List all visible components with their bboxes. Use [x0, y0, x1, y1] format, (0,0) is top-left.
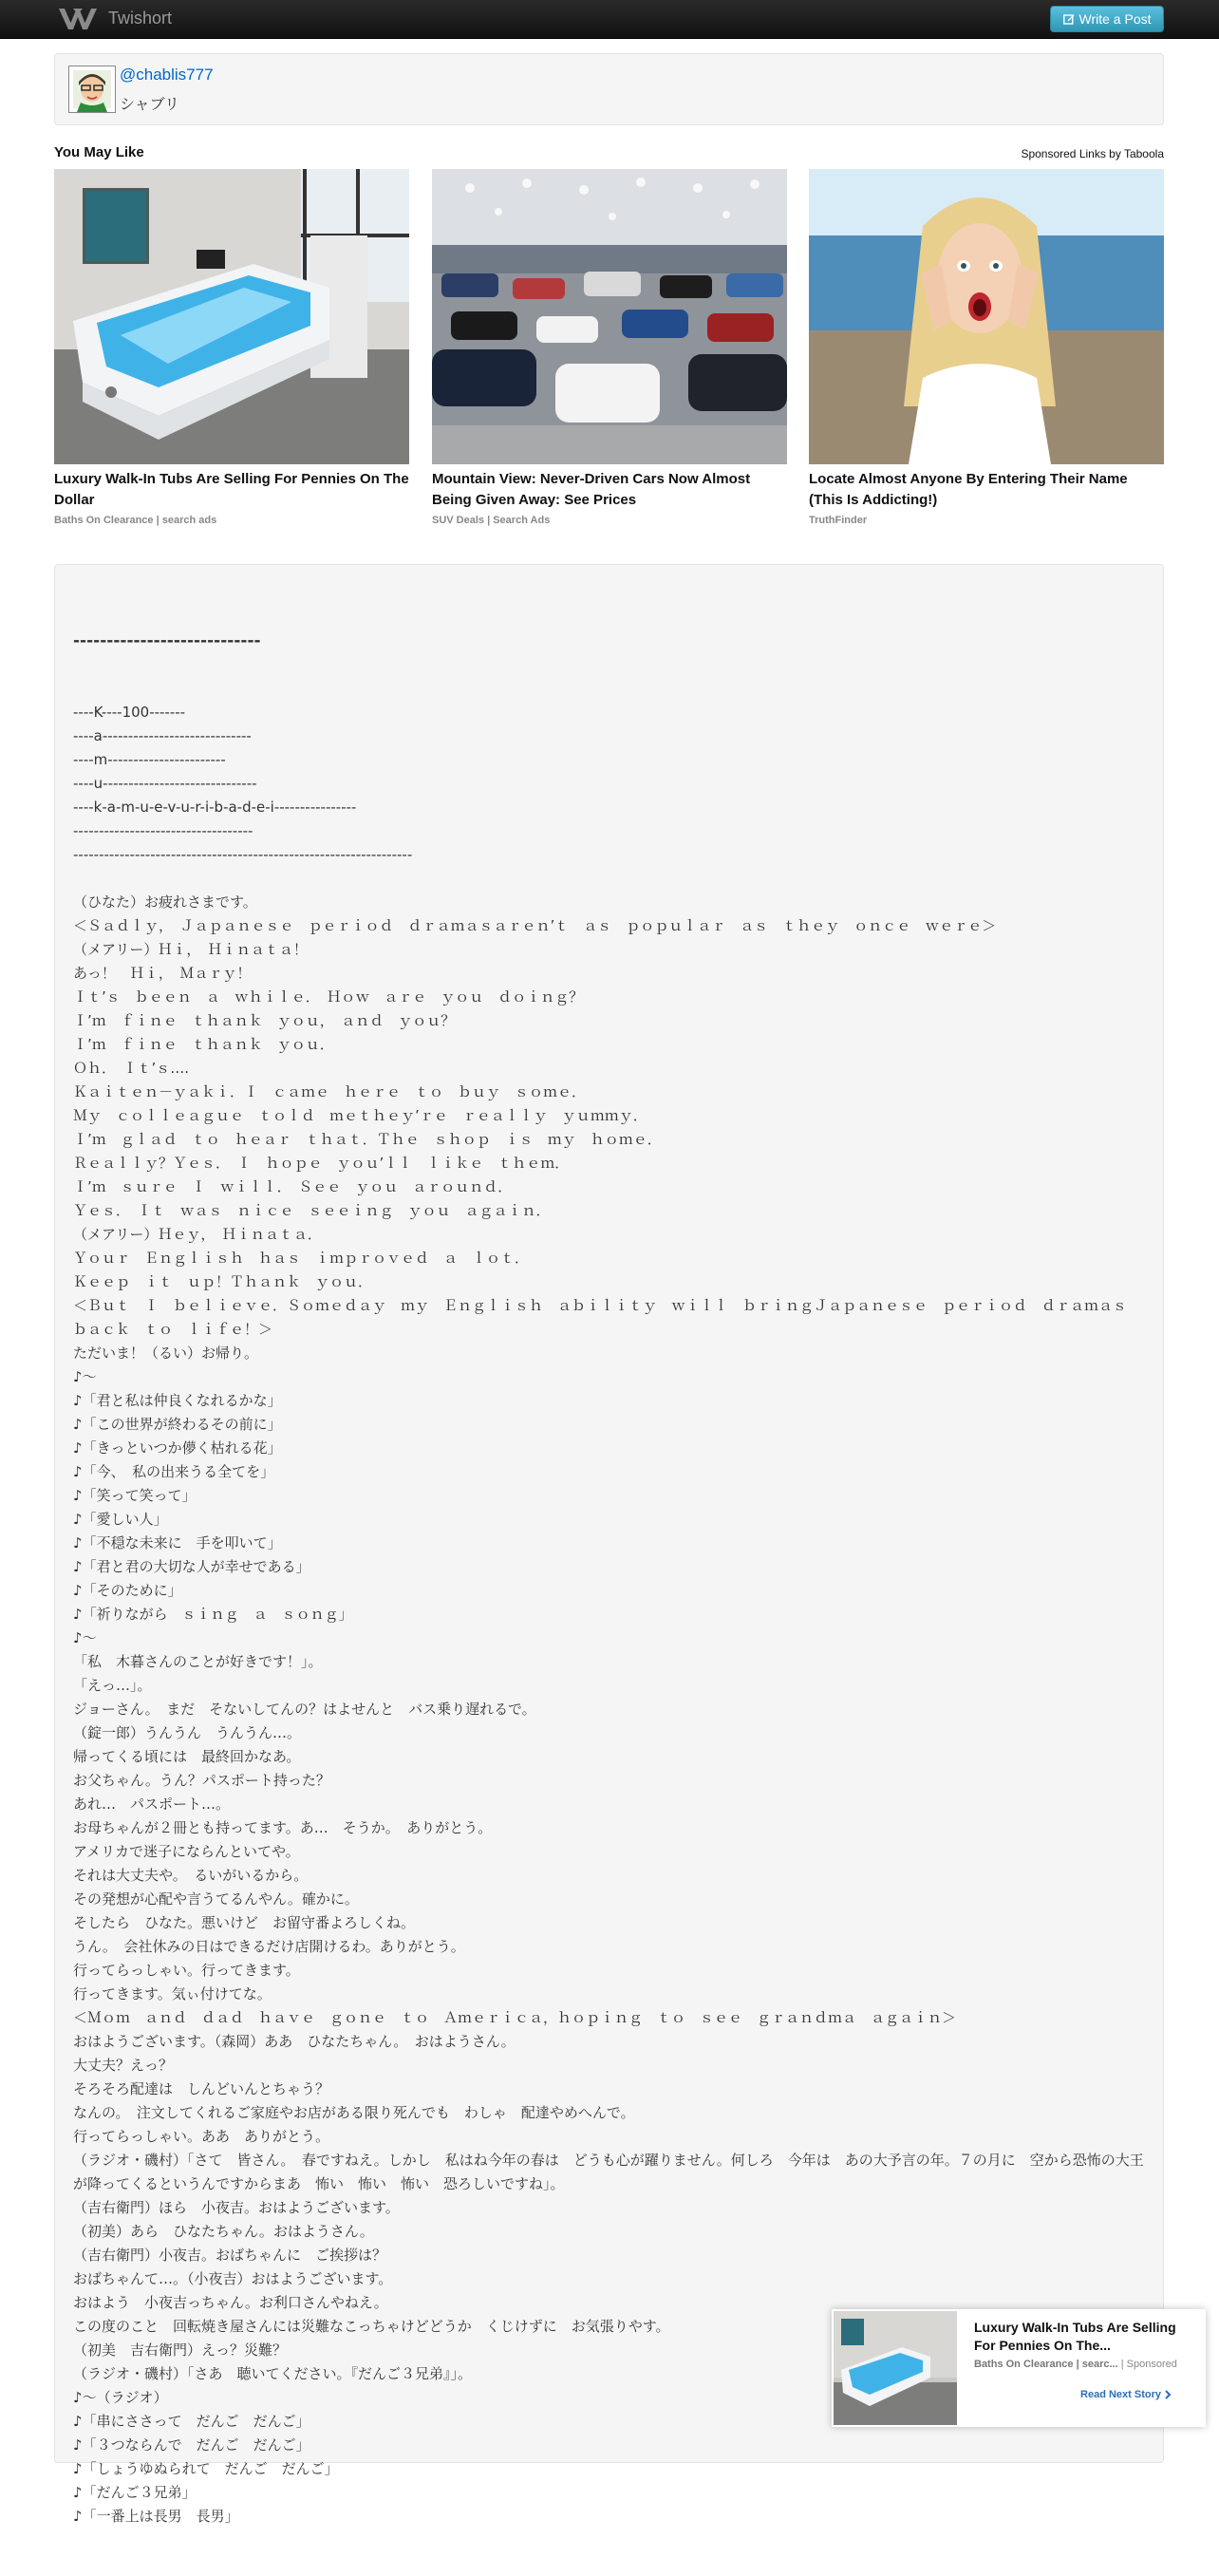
chevron-right-icon — [1165, 2390, 1172, 2399]
car-show-image[interactable] — [432, 169, 787, 464]
post-line: （初美 吉右衛門）えっ？災難？ — [73, 2341, 288, 2359]
post-line: アメリカで迷子にならんといてや。 — [73, 1843, 300, 1860]
post-line: そろそろ配達は しんどいんとちゃう？ — [73, 2080, 330, 2097]
post-line: （錠一郎）うんうん うんうん…。 — [73, 1724, 302, 1741]
post-line: ----k-a-m-u-e-v-u-r-i-b-a-d-e-i---------------- — [73, 799, 357, 816]
post-line: Ｉ’ｍ ｆｉｎｅ ｔｈａｎｋ ｙｏｕ， ａｎｄ ｙｏｕ？ — [73, 1012, 456, 1029]
post-line: Ｉ’ｍ ｆｉｎｅ ｔｈａｎｋ ｙｏｕ． — [73, 1036, 334, 1053]
post-line: ♪～ — [73, 1368, 97, 1385]
post-line: Ｙｏｕｒ Ｅｎｇｌｉｓｈ ｈａｓ ｉｍｐｒｏｖｅｄ ａ ｌｏｔ． — [73, 1250, 530, 1267]
post-line: Ｍｙ ｃｏｌｌｅａｇｕｅ ｔｏｌｄ ｍｅｔｈｅｙ’ｒｅ ｒｅａｌｌｙ ｙｕｍｍｙ． — [73, 1107, 647, 1124]
post-line: 「えっ…」。 — [73, 1677, 152, 1694]
post-line: ♪「今、 私の出来うる全てを」 — [73, 1463, 275, 1480]
post-line: ♪～ — [73, 1629, 97, 1646]
card-headline[interactable]: Locate Almost Anyone By Entering Their Name (This Is Addicting!) — [809, 471, 1128, 508]
post-heading: ---------------------------- — [73, 631, 261, 650]
write-post-button[interactable] — [1050, 6, 1164, 32]
read-next-story-label: Read Next Story — [1080, 2389, 1161, 2400]
post-line: ＜Ｓａｄｌｙ， Ｊａｐａｎｅｓｅ ｐｅｒｉｏｄ ｄｒａｍａｓａｒｅｎ’ｔ ａｓ ｐｏｐｕｌａｒ ａｓ ｔｈｅｙ ｏｎｃｅ ｗｅｒｅ＞ — [73, 917, 997, 934]
ad-source-name: Baths On Clearance | searc... — [974, 2359, 1118, 2370]
post-lines — [73, 701, 1146, 2529]
post-line: ----a----------------------------- — [73, 727, 252, 744]
post-line: なんの。 注文してくれるご家庭やお店がある限り死んでも わしゃ 配達やめへんで。 — [73, 2104, 635, 2121]
post-line: 行ってきます。気ぃ付けてな。 — [73, 1985, 272, 2003]
post-line: ----m----------------------- — [73, 751, 226, 768]
post-line: 帰ってくる頃には 最終回かなあ。 — [73, 1748, 301, 1765]
post-line: ----K----100------- — [73, 704, 186, 721]
post-line: （メアリー）Ｈｉ， Ｈｉｎａｔａ！ — [73, 941, 308, 958]
post-line: ♪「３つならんで だんご だんご」 — [73, 2436, 310, 2454]
post-line: ♪「一番上は長男 長男」 — [73, 2508, 239, 2525]
post-line: （吉右衛門）ほら 小夜吉。おはようございます。 — [73, 2199, 400, 2216]
post-line: ♪「不穏な未来に 手を叩いて」 — [73, 1534, 282, 1551]
post-line: （ラジオ・磯村）「さあ 聴いてください。『だんご３兄弟』」。 — [73, 2365, 473, 2382]
read-next-story-link[interactable] — [1080, 2389, 1172, 2400]
taboola-sponsor-link[interactable]: Sponsored Links by Taboola — [1021, 147, 1164, 160]
you-may-like-title: You May Like — [54, 144, 144, 160]
post-line: Ｏｈ． Ｉｔ’ｓ…. — [73, 1060, 190, 1077]
post-line: ----------------------------------- — [73, 822, 253, 839]
post-line: （初美）あら ひなたちゃん。おはようさん。 — [73, 2223, 374, 2240]
recommendation-card-1[interactable] — [54, 169, 409, 526]
write-post-label: Write a Post — [1078, 11, 1152, 27]
post-line: おはようございます。（森岡）ああ ひなたちゃん。 おはようさん。 — [73, 2033, 516, 2050]
post-line: ♪「愛しい人」 — [73, 1511, 168, 1528]
avatar-image — [69, 66, 115, 112]
post-line: ジョーさん。 まだ そないしてんの？はよせんと バス乗り遅れるで。 — [73, 1701, 536, 1718]
post-line: Ｉｔ’ｓ ｂｅｅｎ ａ ｗｈｉｌｅ． Ｈｏｗ ａｒｅ ｙｏｕ ｄｏｉｎｇ？ — [73, 988, 584, 1006]
post-line: ＜Ｍｏｍ ａｎｄ ｄａｄ ｈａｖｅ ｇｏｎｅ ｔｏ Ａｍｅｒｉｃａ，ｈｏｐｉｎｇ ｔｏ ｓｅｅ ｇｒａｎｄｍａ ａｇａｉｎ＞ — [73, 2009, 957, 2026]
recommendation-card-2[interactable] — [432, 169, 787, 526]
post-body — [73, 582, 1146, 2576]
edit-icon — [1063, 13, 1075, 25]
post-line: （吉右衛門）小夜吉。おばちゃんに ご挨拶は？ — [73, 2247, 387, 2264]
post-line: それは大丈夫や。 るいがいるから。 — [73, 1867, 309, 1884]
post-line: お父ちゃん。うん？パスポート持った？ — [73, 1772, 330, 1789]
post-line: おばちゃんて…。（小夜吉）おはようございます。 — [73, 2270, 393, 2287]
post-line: ♪「しょうゆぬられて だんご だんご」 — [73, 2460, 339, 2477]
post-line: ただいま！（るい）お帰り。 — [73, 1344, 259, 1362]
post-line: Ｙｅｓ． Ｉｔ ｗａｓ ｎｉｃｅ ｓｅｅｉｎｇ ｙｏｕ ａｇａｉｎ． — [73, 1202, 551, 1219]
post-line: そしたら ひなた。悪いけど お留守番よろしくね。 — [73, 1914, 416, 1931]
surprised-woman-image[interactable] — [809, 169, 1164, 464]
post-line: （ひなた）お疲れさまです。 — [73, 893, 257, 911]
post-line: Ｒｅａｌｌｙ？Ｙｅｓ． Ｉ ｈｏｐｅ ｙｏｕ’ｌｌ ｌｉｋｅ ｔｈｅｍ． — [73, 1155, 570, 1172]
bathtub-image[interactable] — [54, 169, 409, 464]
top-navbar — [0, 0, 1219, 39]
author-box — [54, 53, 1164, 125]
post-line: 行ってらっしゃい。行ってきます。 — [73, 1962, 300, 1979]
post-line: おはよう 小夜吉っちゃん。お利口さんやねえ。 — [73, 2294, 388, 2311]
twishort-logo-icon[interactable] — [57, 6, 99, 32]
display-name: シャブリ — [120, 95, 180, 113]
card-headline[interactable]: Luxury Walk-In Tubs Are Selling For Pennies On The Dollar — [54, 471, 409, 508]
post-line: この度のこと 回転焼き屋さんには災難なこっちゃけどどうか くじけずに お気張りやす。 — [73, 2318, 670, 2335]
post-line: ♪「君と私は仲良くなれるかな」 — [73, 1392, 282, 1409]
post-content-box — [54, 564, 1164, 2525]
post-line: ♪「そのために」 — [73, 1582, 182, 1599]
ad-source: Baths On Clearance | searc... | Sponsored — [974, 2359, 1177, 2370]
post-line: ♪「笑って笑って」 — [73, 1487, 197, 1504]
ad-headline[interactable]: Luxury Walk-In Tubs Are Selling For Pennies On The... — [974, 2320, 1176, 2353]
post-line: うん。 会社休みの日はできるだけ店開けるわ。ありがとう。 — [73, 1938, 465, 1955]
post-line: 行ってらっしゃい。ああ ありがとう。 — [73, 2128, 330, 2145]
card-source[interactable]: SUV Deals | Search Ads — [432, 515, 551, 526]
post-line: ♪「君と君の大切な人が幸せである」 — [73, 1558, 310, 1575]
username-link[interactable]: @chablis777 — [120, 66, 214, 84]
post-line: 大丈夫？えっ？ — [73, 2057, 174, 2074]
post-line: （メアリー）Ｈｅｙ， Ｈｉｎａｔａ． — [73, 1226, 322, 1243]
post-line: ----u------------------------------ — [73, 775, 257, 792]
post-line: ------------------------------------------------------------------ — [73, 846, 413, 863]
post-line — [73, 867, 1146, 891]
post-line: Ｋａｉｔｅｎ－ｙａｋｉ．Ｉ ｃａｍｅ ｈｅｒｅ ｔｏ ｂｕｙ ｓｏｍｅ． — [73, 1083, 587, 1100]
post-line: Ｋｅｅｐ ｉｔ ｕｐ！Ｔｈａｎｋ ｙｏｕ． — [73, 1273, 373, 1290]
read-next-ad-popup[interactable] — [832, 2309, 1206, 2427]
card-source[interactable]: Baths On Clearance | search ads — [54, 515, 217, 526]
ad-sponsored-label: Sponsored — [1126, 2359, 1177, 2370]
post-line: Ｉ’ｍ ｓｕｒｅ Ｉ ｗｉｌｌ． Ｓｅｅ ｙｏｕ ａｒｏｕｎｄ． — [73, 1178, 513, 1195]
post-line: Ｉ’ｍ ｇｌａｄ ｔｏ ｈｅａｒ ｔｈａｔ．Ｔｈｅ ｓｈｏｐ ｉｓ ｍｙ ｈｏｍｅ． — [73, 1131, 662, 1148]
post-line: ♪「だんご３兄弟」 — [73, 2484, 197, 2501]
ad-bathtub-image[interactable] — [834, 2311, 957, 2425]
recommendation-card-3[interactable] — [809, 169, 1164, 526]
post-line: ♪「祈りながら ｓｉｎｇ ａ ｓｏｎｇ」 — [73, 1606, 353, 1623]
post-line: （ラジオ・磯村）「さて 皆さん。 春ですねえ。しかし 私はね今年の春は どうも心が躍りません。何しろ 今年は あの大予言の年。７の月に 空から恐怖の大王が降ってくるというんですからまあ 怖い 怖い 怖い 恐ろしいですね」。 — [73, 2152, 1144, 2192]
post-line: お母ちゃんが２冊とも持ってます。あ… そうか。 ありがとう。 — [73, 1819, 493, 1836]
post-line: ♪「きっといつか儚く枯れる花」 — [73, 1439, 282, 1457]
card-headline[interactable]: Mountain View: Never-Driven Cars Now Almost Being Given Away: See Prices — [432, 471, 751, 508]
post-line: ♪「串にささって だんご だんご」 — [73, 2413, 310, 2430]
post-line: あっ！ Ｈｉ， Ｍａｒｙ！ — [73, 965, 252, 982]
brand-name[interactable]: Twishort — [108, 9, 173, 28]
post-line: その発想が心配や言うてるんやん。確かに。 — [73, 1890, 359, 1908]
post-line: ＜Ｂｕｔ Ｉ ｂｅｌｉｅｖｅ．Ｓｏｍｅｄａｙ ｍｙ Ｅｎｇｌｉｓｈ ａｂｉｌｉｔｙ ｗｉｌｌ ｂｒｉｎｇＪａｐａｎｅｓｅ ｐｅｒｉｏｄ ｄｒａｍａｓ ｂａｃｋ ｔｏ ｌｉｆｅ！＞ — [73, 1297, 1142, 1338]
post-line: 「私 木暮さんのことが好きです！」。 — [73, 1653, 323, 1670]
post-line: ♪「この世界が終わるその前に」 — [73, 1416, 282, 1433]
card-source[interactable]: TruthFinder — [809, 515, 868, 526]
avatar[interactable] — [68, 66, 116, 113]
post-line: あれ… パスポート…。 — [73, 1796, 231, 1813]
post-line: ♪～（ラジオ） — [73, 2389, 168, 2406]
